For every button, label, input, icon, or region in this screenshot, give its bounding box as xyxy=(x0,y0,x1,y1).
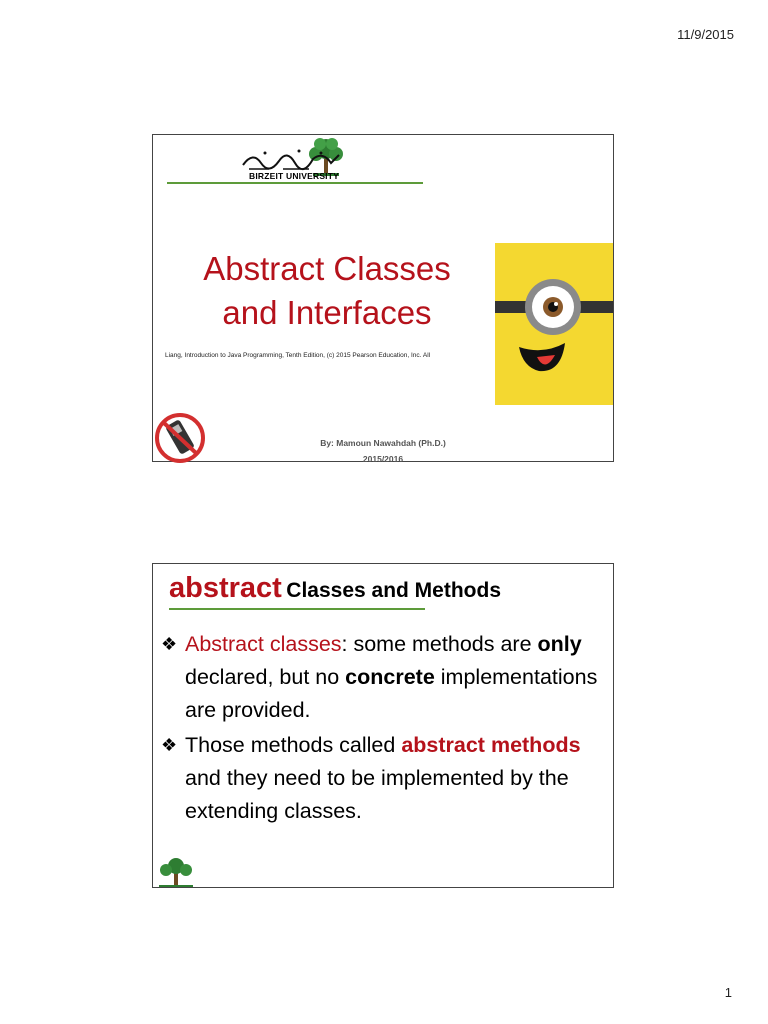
slide-abstract-classes xyxy=(152,563,614,888)
textbook-credit: Liang, Introduction to Java Programming, Tenth Edition, (c) 2015 Pearson Education, Inc. All xyxy=(165,352,431,359)
heading-underline xyxy=(169,608,425,610)
diamond-bullet-icon: ❖ xyxy=(161,634,178,654)
slide-main-title: Abstract Classes and Interfaces xyxy=(203,250,451,331)
diamond-bullet-icon: ❖ xyxy=(161,735,178,755)
author-info: By: Mamoun Nawahdah (Ph.D.) 2015/2016 xyxy=(320,438,446,464)
minion-illustration xyxy=(495,243,613,405)
tree-logo-icon xyxy=(153,856,199,888)
arabic-calligraphy-logo xyxy=(239,145,344,173)
date-header: 11/9/2015 xyxy=(677,27,734,42)
page-number: 1 xyxy=(724,985,732,1000)
slide-title xyxy=(152,134,614,462)
slide-heading: abstract Classes and Methods xyxy=(169,572,502,604)
logo-divider xyxy=(167,182,423,184)
bullet-item: ❖ Those methods called abstract methods and they need to be implemented by the extending classes. xyxy=(161,729,601,828)
bullet-list xyxy=(161,628,601,830)
no-phone-icon xyxy=(153,411,207,465)
bullet-item: ❖ Abstract classes: some methods are only declared, but no concrete implementations are provided. xyxy=(161,628,601,727)
university-name: BIRZEIT UNIVERSITY xyxy=(248,171,340,181)
